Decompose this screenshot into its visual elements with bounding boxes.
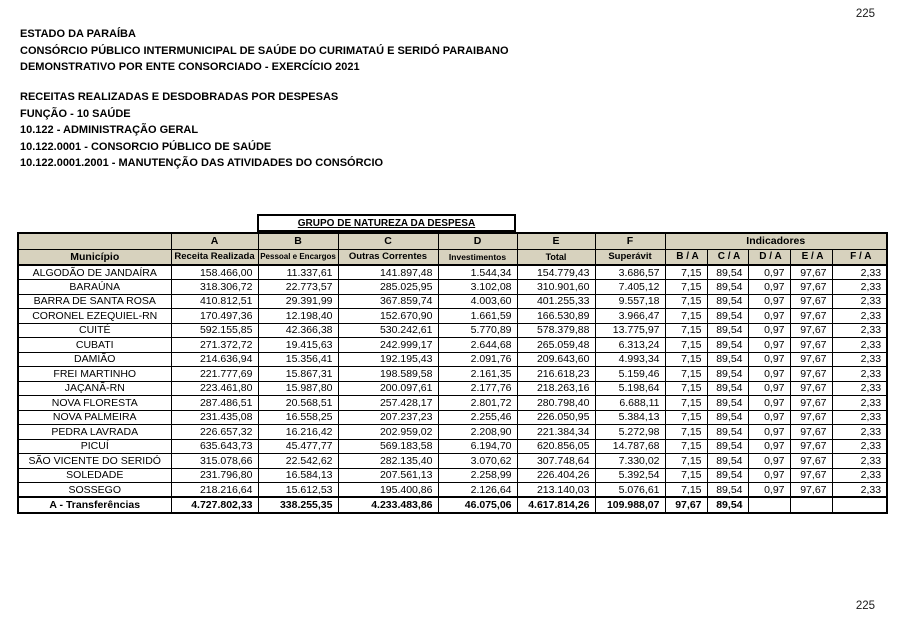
table-row — [18, 410, 887, 425]
value-cell: 97,67 — [790, 309, 832, 324]
value-cell: 315.078,66 — [171, 454, 258, 469]
value-cell: 2,33 — [832, 367, 887, 382]
value-cell: 2,33 — [832, 294, 887, 309]
page-number-top: 225 — [855, 8, 875, 20]
value-cell: 4.993,34 — [595, 352, 665, 367]
value-cell: 15.612,53 — [258, 483, 338, 498]
municipality-cell: NOVA PALMEIRA — [18, 410, 171, 425]
value-cell: 202.959,02 — [338, 425, 438, 440]
value-cell: 11.337,61 — [258, 265, 338, 280]
value-cell: 367.859,74 — [338, 294, 438, 309]
value-cell: 0,97 — [748, 338, 790, 353]
value-cell: 97,67 — [790, 367, 832, 382]
value-cell: 5.159,46 — [595, 367, 665, 382]
value-cell: 152.670,90 — [338, 309, 438, 324]
value-cell: 89,54 — [707, 454, 748, 469]
value-cell: 97,67 — [790, 425, 832, 440]
revenue-expense-table — [17, 232, 888, 514]
value-cell: 19.415,63 — [258, 338, 338, 353]
value-cell: 0,97 — [748, 381, 790, 396]
value-cell: 97,67 — [790, 439, 832, 454]
value-cell: 7,15 — [665, 381, 707, 396]
column-header-row — [18, 249, 887, 265]
value-cell: 5.198,64 — [595, 381, 665, 396]
value-cell: 569.183,58 — [338, 439, 438, 454]
value-cell: 231.435,08 — [171, 410, 258, 425]
total-outras: 4.233.483,86 — [338, 497, 438, 513]
value-cell: 7,15 — [665, 367, 707, 382]
value-cell: 2,33 — [832, 396, 887, 411]
value-cell: 530.242,61 — [338, 323, 438, 338]
value-cell: 16.216,42 — [258, 425, 338, 440]
value-cell: 89,54 — [707, 367, 748, 382]
value-cell: 307.748,64 — [517, 454, 595, 469]
value-cell: 5.384,13 — [595, 410, 665, 425]
table-row — [18, 294, 887, 309]
value-cell: 0,97 — [748, 323, 790, 338]
col-letter-e: E — [517, 233, 595, 249]
total-total: 4.617.814,26 — [517, 497, 595, 513]
value-cell: 5.392,54 — [595, 468, 665, 483]
value-cell: 2.161,35 — [438, 367, 517, 382]
value-cell: 29.391,99 — [258, 294, 338, 309]
header-line-demonstrativo: DEMONSTRATIVO POR ENTE CONSORCIADO - EXERCÍCIO 2021 — [20, 61, 360, 73]
indicators-header: Indicadores — [665, 233, 887, 249]
value-cell: 9.557,18 — [595, 294, 665, 309]
value-cell: 280.798,40 — [517, 396, 595, 411]
value-cell: 310.901,60 — [517, 280, 595, 295]
value-cell: 97,67 — [790, 352, 832, 367]
value-cell: 207.561,13 — [338, 468, 438, 483]
table-row — [18, 468, 887, 483]
col-letter-a: A — [171, 233, 258, 249]
header-line-consortium: CONSÓRCIO PÚBLICO INTERMUNICIPAL DE SAÚDE DO CURIMATAÚ E SERIDÓ PARAIBANO — [20, 44, 509, 57]
value-cell: 257.428,17 — [338, 396, 438, 411]
value-cell: 7,15 — [665, 280, 707, 295]
table-row — [18, 367, 887, 382]
value-cell: 2,33 — [832, 309, 887, 324]
value-cell: 89,54 — [707, 294, 748, 309]
value-cell: 170.497,36 — [171, 309, 258, 324]
table-body — [18, 265, 887, 497]
value-cell: 97,67 — [790, 294, 832, 309]
municipality-cell: NOVA FLORESTA — [18, 396, 171, 411]
value-cell: 89,54 — [707, 323, 748, 338]
subheader-line-funcao: FUNÇÃO - 10 SAÚDE — [20, 107, 131, 120]
municipality-cell: DAMIÃO — [18, 352, 171, 367]
value-cell: 0,97 — [748, 352, 790, 367]
letter-header-row — [18, 233, 887, 249]
value-cell: 89,54 — [707, 425, 748, 440]
value-cell: 89,54 — [707, 265, 748, 280]
value-cell: 226.050,95 — [517, 410, 595, 425]
value-cell: 0,97 — [748, 410, 790, 425]
value-cell: 15.356,41 — [258, 352, 338, 367]
table-row — [18, 280, 887, 295]
col-header-receita-realizada: Receita Realizada — [171, 249, 258, 265]
value-cell: 287.486,51 — [171, 396, 258, 411]
value-cell: 22.773,57 — [258, 280, 338, 295]
group-nature-expense-header: GRUPO DE NATUREZA DA DESPESA — [257, 214, 516, 232]
value-cell: 192.195,43 — [338, 352, 438, 367]
value-cell: 13.775,97 — [595, 323, 665, 338]
value-cell: 2,33 — [832, 410, 887, 425]
value-cell: 141.897,48 — [338, 265, 438, 280]
municipality-cell: PEDRA LAVRADA — [18, 425, 171, 440]
value-cell: 20.568,51 — [258, 396, 338, 411]
subheader-line-receitas: RECEITAS REALIZADAS E DESDOBRADAS POR DESPESAS — [20, 91, 339, 103]
value-cell: 2,33 — [832, 468, 887, 483]
col-header-outras-correntes: Outras Correntes — [338, 249, 438, 265]
document-subheader — [20, 89, 383, 172]
value-cell: 0,97 — [748, 454, 790, 469]
municipality-cell: BARRA DE SANTA ROSA — [18, 294, 171, 309]
total-ca: 89,54 — [707, 497, 748, 513]
value-cell: 16.584,13 — [258, 468, 338, 483]
col-header-pessoal-encargos: Pessoal e Encargos — [258, 249, 338, 265]
table-row — [18, 439, 887, 454]
total-row — [18, 497, 887, 513]
subheader-line-administracao: 10.122 - ADMINISTRAÇÃO GERAL — [20, 124, 199, 136]
value-cell: 7,15 — [665, 323, 707, 338]
value-cell: 0,97 — [748, 425, 790, 440]
value-cell: 5.770,89 — [438, 323, 517, 338]
value-cell: 89,54 — [707, 439, 748, 454]
value-cell: 97,67 — [790, 410, 832, 425]
value-cell: 2,33 — [832, 425, 887, 440]
value-cell: 7,15 — [665, 454, 707, 469]
value-cell: 635.643,73 — [171, 439, 258, 454]
municipality-cell: BARAÚNA — [18, 280, 171, 295]
value-cell: 97,67 — [790, 483, 832, 498]
value-cell: 97,67 — [790, 323, 832, 338]
value-cell: 2.644,68 — [438, 338, 517, 353]
value-cell: 7,15 — [665, 439, 707, 454]
value-cell: 42.366,38 — [258, 323, 338, 338]
value-cell: 0,97 — [748, 439, 790, 454]
value-cell: 213.140,03 — [517, 483, 595, 498]
value-cell: 195.400,86 — [338, 483, 438, 498]
total-investimentos: 46.075,06 — [438, 497, 517, 513]
value-cell: 97,67 — [790, 265, 832, 280]
value-cell: 89,54 — [707, 352, 748, 367]
municipality-cell: JAÇANÃ-RN — [18, 381, 171, 396]
value-cell: 2.208,90 — [438, 425, 517, 440]
total-da — [748, 497, 790, 513]
value-cell: 231.796,80 — [171, 468, 258, 483]
col-letter-f: F — [595, 233, 665, 249]
value-cell: 3.102,08 — [438, 280, 517, 295]
table-row — [18, 352, 887, 367]
value-cell: 14.787,68 — [595, 439, 665, 454]
value-cell: 7,15 — [665, 338, 707, 353]
col-letter-d: D — [438, 233, 517, 249]
value-cell: 209.643,60 — [517, 352, 595, 367]
total-fa — [832, 497, 887, 513]
col-header-c-a: C / A — [707, 249, 748, 265]
value-cell: 7.330,02 — [595, 454, 665, 469]
table-row — [18, 265, 887, 280]
value-cell: 15.987,80 — [258, 381, 338, 396]
value-cell: 2,33 — [832, 338, 887, 353]
col-header-d-a: D / A — [748, 249, 790, 265]
total-pessoal: 338.255,35 — [258, 497, 338, 513]
value-cell: 198.589,58 — [338, 367, 438, 382]
municipality-cell: SÃO VICENTE DO SERIDÓ — [18, 454, 171, 469]
value-cell: 226.404,26 — [517, 468, 595, 483]
table-row — [18, 323, 887, 338]
value-cell: 7.405,12 — [595, 280, 665, 295]
value-cell: 592.155,85 — [171, 323, 258, 338]
value-cell: 265.059,48 — [517, 338, 595, 353]
value-cell: 200.097,61 — [338, 381, 438, 396]
value-cell: 2,33 — [832, 323, 887, 338]
value-cell: 89,54 — [707, 280, 748, 295]
value-cell: 282.135,40 — [338, 454, 438, 469]
municipality-cell: CUBATI — [18, 338, 171, 353]
value-cell: 271.372,72 — [171, 338, 258, 353]
value-cell: 7,15 — [665, 294, 707, 309]
value-cell: 89,54 — [707, 468, 748, 483]
subheader-line-manutencao: 10.122.0001.2001 - MANUTENÇÃO DAS ATIVIDADES DO CONSÓRCIO — [20, 157, 384, 169]
value-cell: 2.177,76 — [438, 381, 517, 396]
value-cell: 242.999,17 — [338, 338, 438, 353]
value-cell: 97,67 — [790, 396, 832, 411]
page-number-bottom: 225 — [855, 600, 875, 612]
col-header-investimentos: Investimentos — [438, 249, 517, 265]
value-cell: 7,15 — [665, 468, 707, 483]
value-cell: 5.272,98 — [595, 425, 665, 440]
header-line-state: ESTADO DA PARAÍBA — [20, 28, 136, 40]
document-header — [20, 26, 509, 76]
value-cell: 89,54 — [707, 396, 748, 411]
value-cell: 7,15 — [665, 425, 707, 440]
total-ea — [790, 497, 832, 513]
value-cell: 0,97 — [748, 367, 790, 382]
value-cell: 2.255,46 — [438, 410, 517, 425]
value-cell: 16.558,25 — [258, 410, 338, 425]
value-cell: 2.258,99 — [438, 468, 517, 483]
value-cell: 318.306,72 — [171, 280, 258, 295]
col-letter-b: B — [258, 233, 338, 249]
value-cell: 3.966,47 — [595, 309, 665, 324]
value-cell: 207.237,23 — [338, 410, 438, 425]
value-cell: 97,67 — [790, 381, 832, 396]
value-cell: 216.618,23 — [517, 367, 595, 382]
value-cell: 2,33 — [832, 439, 887, 454]
value-cell: 401.255,33 — [517, 294, 595, 309]
value-cell: 0,97 — [748, 265, 790, 280]
municipality-cell: FREI MARTINHO — [18, 367, 171, 382]
total-row-label: A - Transferências — [18, 497, 171, 513]
value-cell: 2.091,76 — [438, 352, 517, 367]
table-row — [18, 483, 887, 498]
value-cell: 410.812,51 — [171, 294, 258, 309]
value-cell: 89,54 — [707, 309, 748, 324]
table-row — [18, 381, 887, 396]
value-cell: 221.777,69 — [171, 367, 258, 382]
total-receita: 4.727.802,33 — [171, 497, 258, 513]
value-cell: 1.544,34 — [438, 265, 517, 280]
value-cell: 221.384,34 — [517, 425, 595, 440]
col-letter-c: C — [338, 233, 438, 249]
value-cell: 285.025,95 — [338, 280, 438, 295]
value-cell: 158.466,00 — [171, 265, 258, 280]
value-cell: 22.542,62 — [258, 454, 338, 469]
value-cell: 7,15 — [665, 352, 707, 367]
value-cell: 2,33 — [832, 381, 887, 396]
value-cell: 3.686,57 — [595, 265, 665, 280]
value-cell: 0,97 — [748, 396, 790, 411]
value-cell: 2.801,72 — [438, 396, 517, 411]
value-cell: 223.461,80 — [171, 381, 258, 396]
value-cell: 214.636,94 — [171, 352, 258, 367]
municipality-cell: CUITÉ — [18, 323, 171, 338]
value-cell: 4.003,60 — [438, 294, 517, 309]
municipality-cell: ALGODÃO DE JANDAÍRA — [18, 265, 171, 280]
value-cell: 2,33 — [832, 265, 887, 280]
municipality-cell: PICUÍ — [18, 439, 171, 454]
value-cell: 89,54 — [707, 381, 748, 396]
value-cell: 0,97 — [748, 483, 790, 498]
value-cell: 166.530,89 — [517, 309, 595, 324]
col-header-f-a: F / A — [832, 249, 887, 265]
value-cell: 154.779,43 — [517, 265, 595, 280]
municipality-cell: SOLEDADE — [18, 468, 171, 483]
value-cell: 89,54 — [707, 483, 748, 498]
value-cell: 7,15 — [665, 396, 707, 411]
value-cell: 0,97 — [748, 468, 790, 483]
table-row — [18, 309, 887, 324]
col-header-total: Total — [517, 249, 595, 265]
value-cell: 6.688,11 — [595, 396, 665, 411]
municipality-cell: SOSSEGO — [18, 483, 171, 498]
subheader-line-consorcio-saude: 10.122.0001 - CONSORCIO PÚBLICO DE SAÚDE — [20, 140, 272, 153]
value-cell: 45.477,77 — [258, 439, 338, 454]
value-cell: 89,54 — [707, 338, 748, 353]
col-header-b-a: B / A — [665, 249, 707, 265]
blank-header-cell — [18, 233, 171, 249]
table-row — [18, 396, 887, 411]
value-cell: 0,97 — [748, 294, 790, 309]
value-cell: 1.661,59 — [438, 309, 517, 324]
value-cell: 578.379,88 — [517, 323, 595, 338]
value-cell: 2,33 — [832, 352, 887, 367]
value-cell: 3.070,62 — [438, 454, 517, 469]
value-cell: 2,33 — [832, 483, 887, 498]
table-row — [18, 454, 887, 469]
value-cell: 620.856,05 — [517, 439, 595, 454]
value-cell: 97,67 — [790, 338, 832, 353]
value-cell: 2.126,64 — [438, 483, 517, 498]
value-cell: 7,15 — [665, 483, 707, 498]
value-cell: 226.657,32 — [171, 425, 258, 440]
total-superavit: 109.988,07 — [595, 497, 665, 513]
value-cell: 218.216,64 — [171, 483, 258, 498]
value-cell: 218.263,16 — [517, 381, 595, 396]
total-ba: 97,67 — [665, 497, 707, 513]
value-cell: 97,67 — [790, 454, 832, 469]
value-cell: 2,33 — [832, 454, 887, 469]
col-header-superavit: Superávit — [595, 249, 665, 265]
value-cell: 0,97 — [748, 309, 790, 324]
value-cell: 5.076,61 — [595, 483, 665, 498]
value-cell: 12.198,40 — [258, 309, 338, 324]
table-row — [18, 338, 887, 353]
col-header-e-a: E / A — [790, 249, 832, 265]
value-cell: 7,15 — [665, 410, 707, 425]
value-cell: 97,67 — [790, 280, 832, 295]
value-cell: 2,33 — [832, 280, 887, 295]
value-cell: 15.867,31 — [258, 367, 338, 382]
municipality-cell: CORONEL EZEQUIEL-RN — [18, 309, 171, 324]
value-cell: 0,97 — [748, 280, 790, 295]
value-cell: 7,15 — [665, 265, 707, 280]
value-cell: 6.194,70 — [438, 439, 517, 454]
value-cell: 7,15 — [665, 309, 707, 324]
table-row — [18, 425, 887, 440]
value-cell: 97,67 — [790, 468, 832, 483]
value-cell: 6.313,24 — [595, 338, 665, 353]
value-cell: 89,54 — [707, 410, 748, 425]
col-header-municipio: Município — [18, 249, 171, 265]
